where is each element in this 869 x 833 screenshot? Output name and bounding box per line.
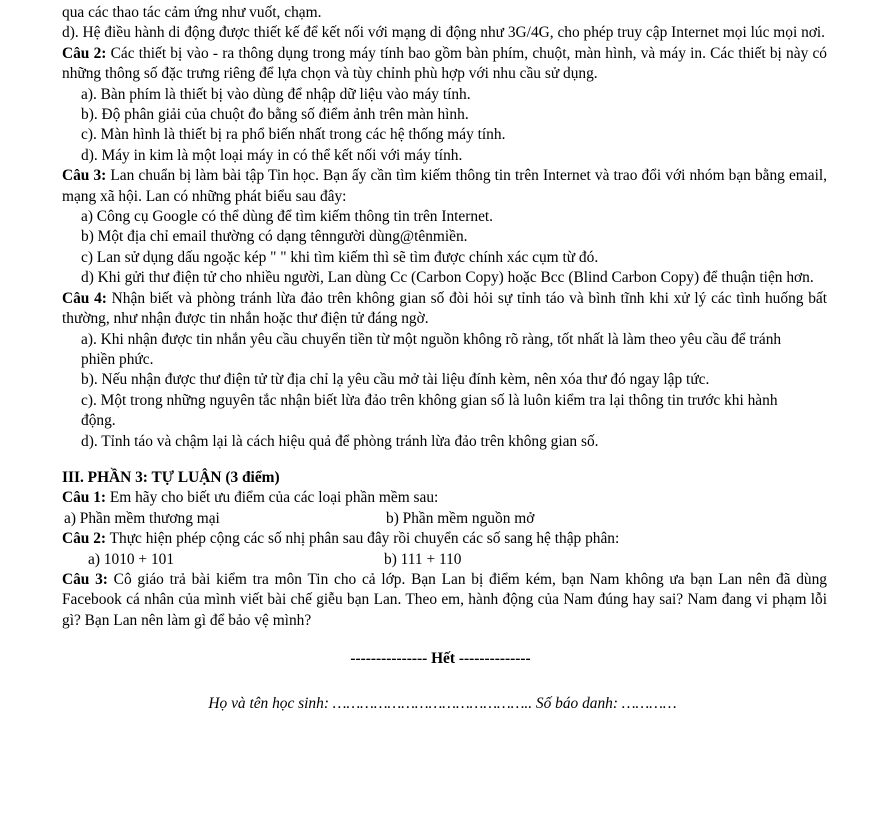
question-4 (62, 289, 827, 330)
question-label: Câu 3: (62, 570, 108, 588)
question-text: Cô giáo trả bài kiểm tra môn Tin cho cả lớp. Bạn Lan bị điểm kém, bạn Nam không ưa bạn Lan nên đã dùng Facebook cá nhân của mình viết bài chế giễu bạn Lan. Theo em, hành động của Nam đúng hay sai? Nam đang vi phạm lỗi gì? Bạn Lan nên làm gì để bảo vệ mình? (62, 570, 827, 629)
text-line: qua các thao tác cảm ứng như vuốt, chạm. (62, 4, 322, 21)
option: c). Một trong những nguyên tắc nhận biết lừa đảo trên không gian số là luôn kiểm tra lại thông tin trước khi hành động. (81, 391, 778, 430)
sub-item: a) Phần mềm thương mại (64, 509, 220, 527)
question-label: Câu 3: (62, 167, 107, 185)
question-label: Câu 2: (62, 530, 107, 548)
sub-item: a) 1010 + 101 (88, 550, 175, 568)
option: a). Bàn phím là thiết bị vào dùng để nhập dữ liệu vào máy tính. (81, 85, 471, 103)
option: a). Khi nhận được tin nhắn yêu cầu chuyển tiền từ một nguồn không rõ ràng, tốt nhất là làm theo yêu cầu để tránh phiền phức. (81, 330, 782, 368)
question-label: Câu 1: (62, 489, 107, 507)
sub-item: b) 111 + 110 (384, 550, 462, 568)
question-2 (62, 44, 827, 85)
option: b). Độ phân giải của chuột đo bằng số điểm ảnh trên màn hình. (81, 106, 469, 124)
option: c). Màn hình là thiết bị ra phổ biến nhất trong các hệ thống máy tính. (81, 126, 506, 144)
question-3 (62, 166, 827, 207)
essay-question-3 (62, 570, 827, 631)
student-signature-line: Họ và tên học sinh: …………………………………….. Số báo danh: ………… (208, 694, 677, 712)
essay-question-2 (62, 529, 827, 549)
question-text: Thực hiện phép cộng các số nhị phân sau đây rồi chuyển các số sang hệ thập phân: (106, 530, 620, 548)
question-text: Lan chuẩn bị làm bài tập Tin học. Bạn ấy cần tìm kiếm thông tin trên Internet và trao đổi với nhóm bạn bằng email, mạng xã hội. Lan có những phát biểu sau đây: (62, 167, 827, 205)
question-text: Em hãy cho biết ưu điểm của các loại phần mềm sau: (106, 489, 439, 507)
option: d). Tỉnh táo và chậm lại là cách hiệu quả để phòng tránh lừa đảo trên không gian số. (81, 432, 599, 450)
answer-row (62, 550, 827, 570)
question-label: Câu 2: (62, 44, 107, 62)
question-text: Các thiết bị vào - ra thông dụng trong máy tính bao gồm bàn phím, chuột, màn hình, và máy in. Các thiết bị này có những thông số đặc trưng riêng để lựa chọn và tùy chỉnh phù hợp với nhu cầu sử dụng. (62, 44, 827, 83)
essay-question-1 (62, 488, 827, 508)
option: a) Công cụ Google có thể dùng để tìm kiếm thông tin trên Internet. (81, 208, 494, 226)
option: d) Khi gửi thư điện tử cho nhiều người, Lan dùng Cc (Carbon Copy) hoặc Bcc (Blind Carbon Copy) để thuận tiện hơn. (81, 269, 814, 287)
question-text: Nhận biết và phòng tránh lừa đảo trên không gian số đòi hỏi sự tỉnh táo và bình tĩnh khi xử lý các tình huống bất thường, như nhận được tin nhắn hoặc thư điện tử đáng ngờ. (62, 289, 828, 328)
end-mark: --------------- Hết -------------- (350, 650, 531, 668)
text-line: d). Hệ điều hành di động được thiết kế để kết nối với mạng di động như 3G/4G, cho phép truy cập Internet mọi lúc mọi nơi. (62, 24, 826, 42)
option: d). Máy in kim là một loại máy in có thể kết nối với máy tính. (81, 146, 463, 164)
option: b) Một địa chỉ email thường có dạng tênngười dùng@tênmiền. (81, 228, 468, 246)
sub-item: b) Phần mềm nguồn mở (386, 509, 535, 527)
option: b). Nếu nhận được thư điện tử từ địa chỉ lạ yêu cầu mở tài liệu đính kèm, nên xóa thư đó ngay lập tức. (81, 371, 710, 389)
option: c) Lan sử dụng dấu ngoặc kép " " khi tìm kiếm thì sẽ tìm được chính xác cụm từ đó. (81, 248, 599, 266)
section-heading: III. PHẦN 3: TỰ LUẬN (3 điểm) (62, 468, 280, 486)
answer-row (62, 509, 827, 529)
question-label: Câu 4: (62, 289, 107, 307)
